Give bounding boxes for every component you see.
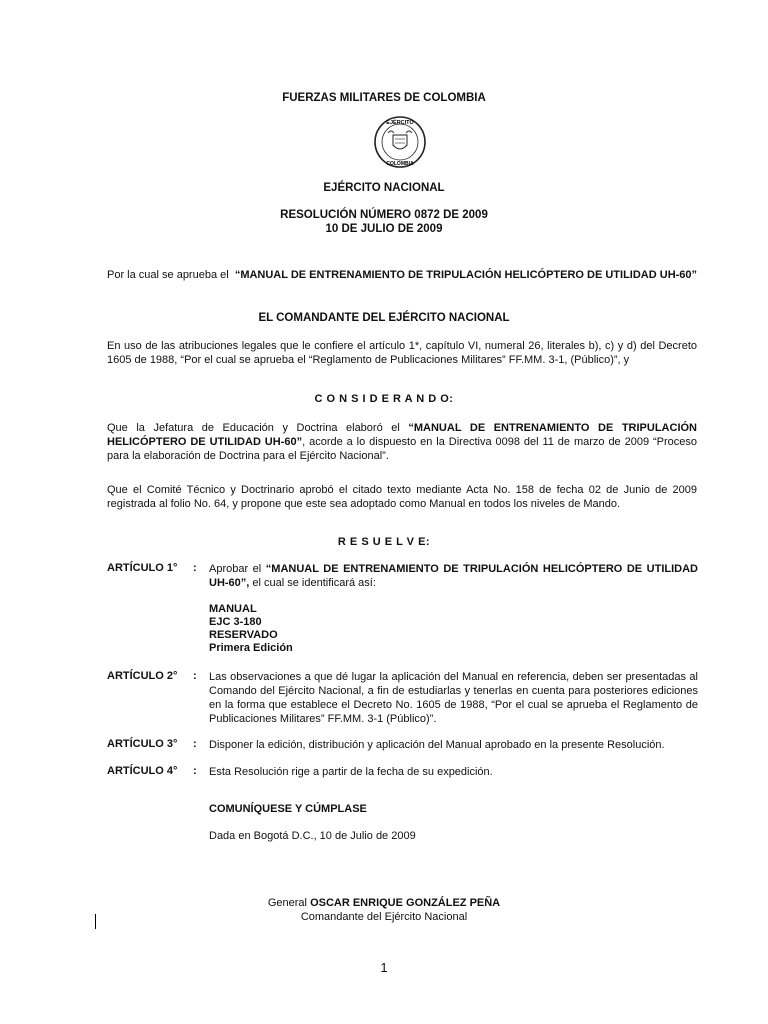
article-1-manual: “MANUAL DE ENTRENAMIENTO DE TRIPULACIÓN HELICÓPTERO DE UTILIDAD UH-60”, (209, 563, 698, 589)
approval-manual-title: “MANUAL DE ENTRENAMIENTO DE TRIPULACIÓN HELICÓPTERO DE UTILIDAD UH-60” (234, 269, 698, 281)
manual-line: MANUAL (209, 603, 257, 615)
ejercito-seal-icon (373, 115, 427, 169)
article-2-colon: : (193, 670, 197, 682)
article-1-colon: : (193, 562, 197, 574)
manual-edition-line: Primera Edición (209, 642, 293, 654)
seal-text-top: EJÉRCITO (386, 120, 414, 126)
considerando-p1-rest: , acorde a lo dispuesto en la Directiva 0098 del 11 de marzo de 2009 “Proceso para la elaboración de Doctrina para el Ejército Nacional”. (107, 436, 697, 462)
resolution-date: 10 DE JULIO DE 2009 (325, 223, 443, 235)
article-3-label: ARTÍCULO 3° (107, 738, 178, 750)
considerando-p1-intro: Que la Jefatura de Educación y Doctrina elaboró el (107, 422, 400, 434)
signature-name: OSCAR ENRIQUE GONZÁLEZ PEÑA (310, 897, 501, 909)
article-4-label: ARTÍCULO 4° (107, 765, 178, 777)
article-4-colon: : (193, 765, 197, 777)
article-4-text: Esta Resolución rige a partir de la fecha de su expedición. (209, 766, 493, 778)
resolution-number: RESOLUCIÓN NÚMERO 0872 DE 2009 (280, 209, 488, 221)
article-1-text (209, 562, 698, 590)
dada-en-line: Dada en Bogotá D.C., 10 de Julio de 2009 (209, 830, 416, 842)
article-1-rest: el cual se identificará así: (252, 577, 376, 589)
article-1-label: ARTÍCULO 1° (107, 562, 178, 574)
signature-name-line (0, 897, 768, 909)
considerando-p2-text: Que el Comité Técnico y Doctrinario aprobó el citado texto mediante Acta No. 158 de fecha 02 de Junio de 2009 registrada al folio No. 64, y propone que este sea adoptado como Manual en todos los niveles de Mando. (107, 484, 697, 510)
manual-identification (209, 603, 293, 655)
manual-classification-line: RESERVADO (209, 629, 278, 641)
preamble (107, 339, 697, 367)
manual-code-line: EJC 3-180 (209, 616, 262, 628)
unit-title: EJÉRCITO NACIONAL (323, 182, 445, 194)
signature-position: Comandante del Ejército Nacional (300, 911, 468, 923)
considerando-paragraph-1 (107, 421, 697, 463)
considerando-p1-manual: “MANUAL DE ENTRENAMIENTO DE TRIPULACIÓN HELICÓPTERO DE UTILIDAD UH-60” (107, 422, 697, 448)
resuelve-heading: R E S U E L V E: (337, 536, 431, 548)
commander-heading: EL COMANDANTE DEL EJÉRCITO NACIONAL (258, 312, 510, 324)
approval-statement (107, 268, 699, 282)
article-1-intro: Aprobar el (209, 563, 262, 575)
page-number: 1 (380, 960, 388, 975)
considerando-heading: C O N S I D E R A N D O: (314, 393, 454, 405)
considerando-paragraph-2 (107, 483, 697, 511)
article-3-colon: : (193, 738, 197, 750)
article-3-text: Disponer la edición, distribución y aplicación del Manual aprobado en la presente Resolución. (209, 739, 665, 751)
org-title: FUERZAS MILITARES DE COLOMBIA (282, 92, 486, 104)
article-2-text: Las observaciones a que dé lugar la aplicación del Manual en referencia, deben ser presentadas al Comando del Ejército Nacional, a fin de estudiarlas y tenerlas en cuenta para posteriores ediciones en la forma que establece el Decreto No. 1605 de 1988, “Por el cual se aprueba el Reglamento de Publicaciones Militares” FF.MM. 3-1 (Público)”. (209, 671, 698, 725)
seal-text-bottom: COLOMBIA (386, 161, 414, 167)
signature-rank: General (267, 897, 307, 909)
approval-intro: Por la cual se aprueba el (107, 269, 229, 281)
preamble-text: En uso de las atribuciones legales que le confiere el artículo 1*, capítulo VI, numeral 26, literales b), c) y d) del Decreto 1605 de 1988, “Por el cual se aprueba el “Reglamento de Publicaciones Militares” FF.MM. 3-1, (Público)”, y (107, 340, 697, 366)
comuniquese-heading: COMUNÍQUESE Y CÚMPLASE (209, 803, 367, 815)
article-2-label: ARTÍCULO 2° (107, 670, 178, 682)
